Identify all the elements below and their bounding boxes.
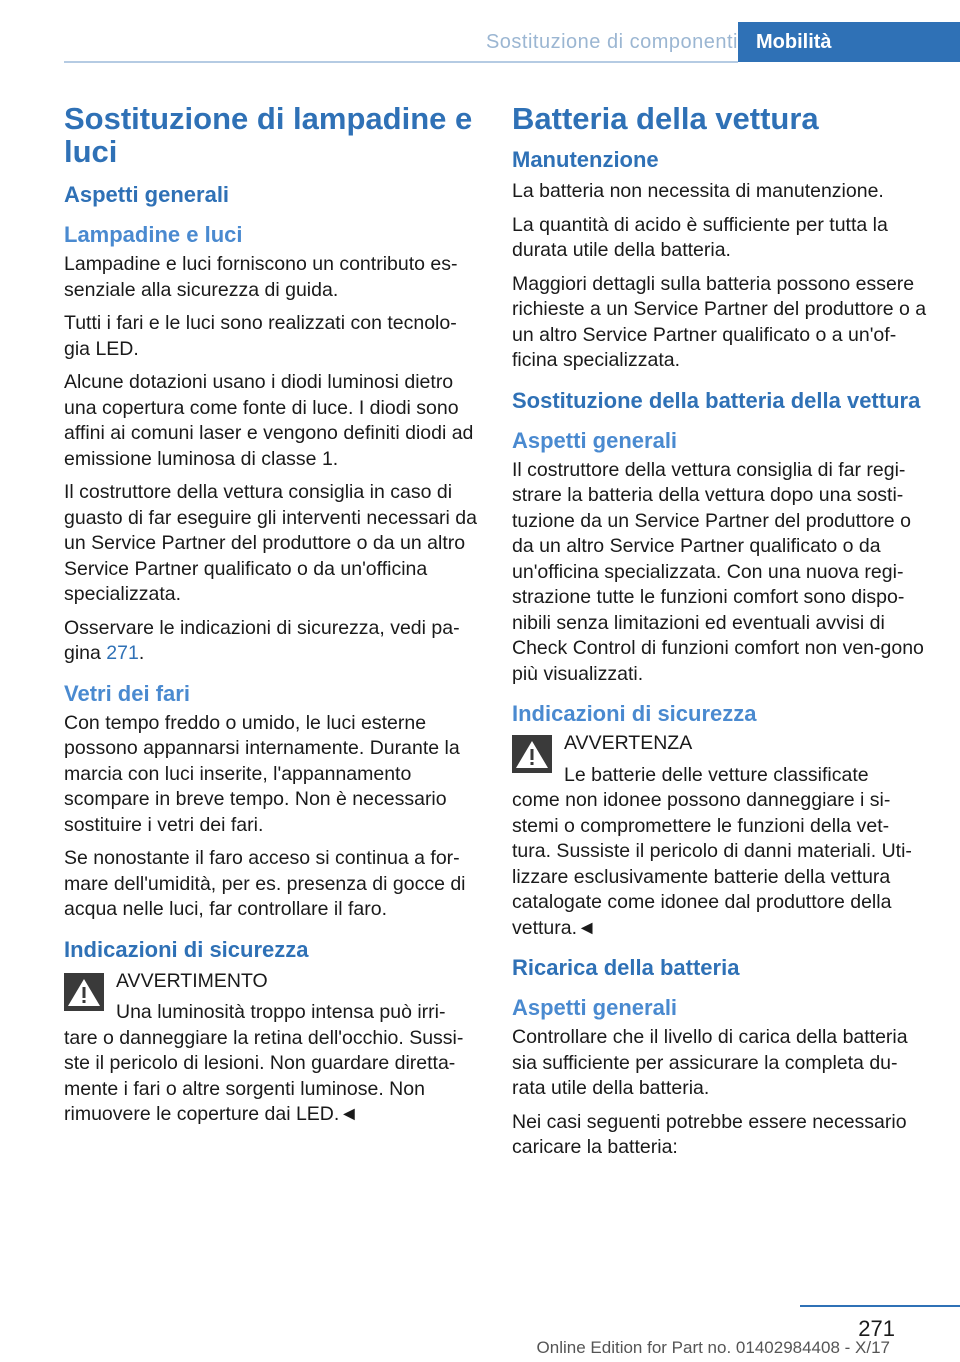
- header-rule: [64, 61, 738, 63]
- warning-text: tare o danneggiare la retina dell'occhio. Sussi-ste il pericolo di lesioni. Non guardare diretta-mente i fari o altre sorgenti luminose. Non rimuovere le coperture dai LED.◄: [64, 1026, 464, 1125]
- left-column: [64, 100, 480, 1136]
- warning-text: come non idonee possono danneggiare i si-stemi o compromettere le funzioni della vet-tura. Sussiste il pericolo di danni materiali. Uti-lizzare esclusivamente batterie della vettura catalogate come idonee dal produttore della vettura.◄: [512, 789, 912, 939]
- heading-battery-charging: Ricarica della batteria: [512, 955, 740, 980]
- page-header: [64, 22, 960, 62]
- warning-block: [64, 969, 480, 1026]
- section-title-battery: Batteria della vettura: [512, 101, 819, 136]
- paragraph-end: .: [138, 642, 145, 664]
- right-column: [512, 100, 928, 1169]
- heading-headlight-glass: Vetri dei fari: [64, 680, 190, 706]
- paragraph: Maggiori dettagli sulla batteria possono essere richieste a un Service Partner del produttore o a un altro Service Partner qualificato o a un'of-ficina specializzata.: [512, 272, 927, 371]
- page-link[interactable]: 271: [106, 642, 139, 664]
- paragraph: Controllare che il livello di carica della batteria sia sufficiente per assicurare la completa du-rata utile della batteria.: [512, 1026, 908, 1099]
- section-title-bulbs: Sostituzione di lampadine e luci: [64, 101, 473, 169]
- heading-battery-replacement: Sostituzione della batteria della vettura: [512, 387, 921, 413]
- warning-line: Le batterie delle vetture classificate: [564, 763, 869, 786]
- heading-safety: Indicazioni di sicurezza: [64, 936, 309, 962]
- warning-title: AVVERTIMENTO: [116, 969, 268, 992]
- paragraph: Con tempo freddo o umido, le luci esterne possono appannarsi internamente. Durante la marcia con luci inserite, l'appannamento scompare in breve tempo. Non è necessario sostituire i vetri dei fari.: [64, 711, 460, 836]
- header-section-title: Sostituzione di componenti: [485, 31, 738, 53]
- paragraph: Il costruttore della vettura consiglia in caso di guasto di far eseguire gli interventi necessari da un Service Partner del produttore o da un altro Service Partner qualificato o da un'officina specializzata.: [64, 481, 477, 605]
- heading-general: Aspetti generali: [64, 182, 230, 207]
- heading-general: Aspetti generali: [512, 995, 678, 1020]
- paragraph: Alcune dotazioni usano i diodi luminosi dietro una copertura come fonte di luce. I diodi sono affini ai comuni laser e vengono definiti diodi ad emissione luminosa di classe 1.: [64, 371, 474, 470]
- heading-safety: Indicazioni di sicurezza: [512, 701, 757, 726]
- warning-block: [512, 731, 928, 788]
- edition-footer: Online Edition for Part no. 01402984408 - X/17: [536, 1338, 890, 1357]
- header-chapter-tab: Mobilità: [738, 22, 960, 62]
- page-number: 271: [858, 1316, 895, 1341]
- warning-triangle-icon: [512, 735, 552, 773]
- warning-line: Una luminosità troppo intensa può irri-: [116, 1001, 446, 1023]
- footer-rule: [800, 1305, 960, 1307]
- paragraph: Nei casi seguenti potrebbe essere necessario caricare la batteria:: [512, 1110, 907, 1158]
- paragraph: Il costruttore della vettura consiglia di far regi-strare la batteria della vettura dopo una sosti-tuzione da un Service Partner del produttore o da un altro Service Partner qualificato o da un'officina specializzata. Con una nuova regi-strazione tutte le funzioni comfort sono dispo-nibili senza limitazioni ed eventuali avvisi di Check Control di funzioni comfort non ven-gono più visualizzati.: [512, 458, 924, 685]
- paragraph: Lampadine e luci forniscono un contributo es-senziale alla sicurezza di guida.: [64, 253, 458, 301]
- paragraph: Tutti i fari e le luci sono realizzati con tecnolo-gia LED.: [64, 312, 457, 360]
- heading-general: Aspetti generali: [512, 427, 678, 453]
- paragraph-text: Osservare le indicazioni di sicurezza, vedi pa-gina: [64, 616, 460, 664]
- paragraph-with-link: [64, 616, 480, 667]
- heading-bulbs-lights: Lampadine e luci: [64, 222, 243, 247]
- paragraph: La batteria non necessita di manutenzione.: [512, 180, 884, 202]
- paragraph: La quantità di acido è sufficiente per tutta la durata utile della batteria.: [512, 213, 888, 261]
- warning-triangle-icon: [64, 973, 104, 1011]
- paragraph: Se nonostante il faro acceso si continua a for-mare dell'umidità, per es. presenza di gocce di acqua nelle luci, far controllare il faro.: [64, 847, 466, 920]
- warning-title: AVVERTENZA: [564, 732, 693, 754]
- heading-maintenance: Manutenzione: [512, 147, 659, 172]
